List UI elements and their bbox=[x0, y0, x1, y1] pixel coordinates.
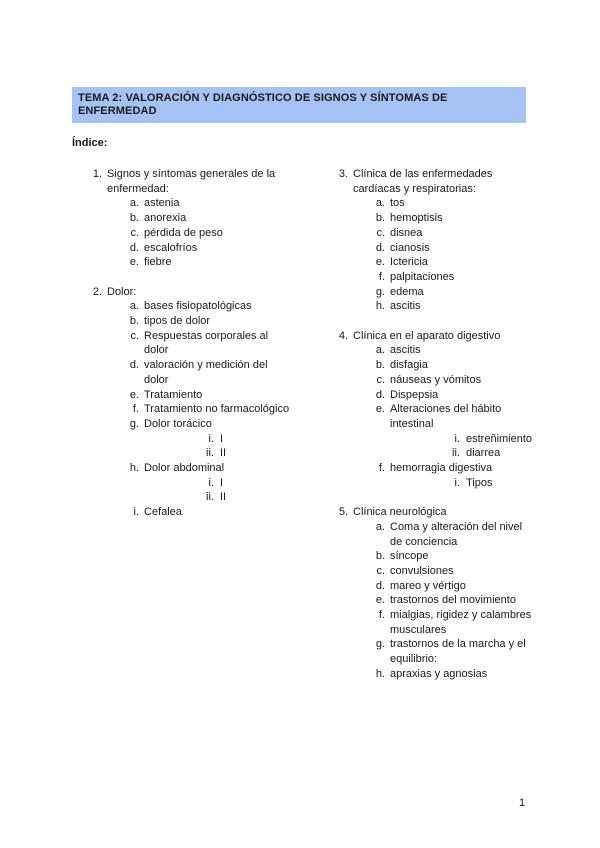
item-marker: g. bbox=[375, 285, 385, 298]
toc-item bbox=[353, 358, 536, 373]
index-heading: Índice: bbox=[72, 137, 108, 149]
item-marker: a. bbox=[129, 300, 139, 313]
toc-item bbox=[107, 255, 290, 270]
item-label: Cefalea bbox=[144, 506, 182, 519]
item-marker: h. bbox=[129, 462, 139, 475]
item-label: tipos de dolor bbox=[144, 315, 211, 328]
section-marker: 5. bbox=[338, 506, 348, 519]
section-marker: 3. bbox=[338, 168, 348, 180]
subitem-label: II bbox=[220, 491, 227, 504]
toc-subitem bbox=[144, 446, 290, 461]
item-label: hemoptisis bbox=[390, 212, 443, 225]
toc-subitems bbox=[353, 196, 536, 314]
section-label: Clínica neurológica bbox=[353, 506, 447, 519]
toc-item bbox=[353, 196, 536, 211]
item-marker: c. bbox=[376, 226, 385, 239]
item-label: síncope bbox=[390, 550, 429, 563]
toc-section bbox=[336, 329, 536, 491]
toc-item bbox=[353, 637, 536, 666]
item-marker: b. bbox=[129, 315, 139, 328]
toc-item bbox=[353, 593, 536, 608]
toc-item bbox=[107, 211, 290, 226]
item-label: disfagia bbox=[390, 359, 428, 372]
item-marker: g. bbox=[129, 417, 139, 430]
item-label: escalofríos bbox=[144, 241, 198, 254]
item-label: palpitaciones bbox=[390, 270, 455, 283]
item-label: Ictericia bbox=[390, 256, 428, 269]
toc-item bbox=[107, 505, 290, 520]
item-marker: b. bbox=[375, 212, 385, 225]
toc-item bbox=[353, 461, 536, 490]
item-marker: c. bbox=[376, 564, 385, 577]
item-label: Dolor abdominal bbox=[144, 462, 225, 475]
toc-item bbox=[353, 564, 536, 579]
item-label: Tratamiento no farmacológico bbox=[144, 403, 290, 416]
toc-item bbox=[353, 241, 536, 256]
item-label: Tratamiento bbox=[144, 388, 203, 401]
item-marker: f. bbox=[378, 609, 385, 622]
item-marker: d. bbox=[129, 241, 139, 254]
item-label: ascitis bbox=[390, 300, 421, 313]
item-marker: e. bbox=[129, 388, 139, 401]
toc-item bbox=[353, 255, 536, 270]
item-marker: a. bbox=[129, 197, 139, 210]
item-marker: a. bbox=[375, 344, 385, 357]
subitem-marker: ii. bbox=[452, 447, 460, 460]
item-label: ascitis bbox=[390, 344, 421, 357]
toc-item bbox=[107, 358, 290, 387]
toc-item bbox=[107, 241, 290, 256]
toc-item bbox=[353, 373, 536, 388]
page-title: TEMA 2: VALORACIÓN Y DIAGNÓSTICO DE SIGNOS Y SÍNTOMAS DE ENFERMEDAD bbox=[78, 92, 448, 117]
subitem-label: I bbox=[220, 432, 224, 445]
section-label: Clínica de las enfermedades cardíacas y respiratorias: bbox=[353, 168, 493, 195]
toc-subitems bbox=[353, 343, 536, 490]
toc-item bbox=[107, 388, 290, 403]
item-marker: b. bbox=[375, 550, 385, 563]
item-marker: e. bbox=[375, 403, 385, 416]
toc-item bbox=[107, 461, 290, 505]
subitem-marker: ii. bbox=[206, 447, 214, 460]
section-marker: 2. bbox=[92, 285, 102, 298]
item-label: Respuestas corporales al dolor bbox=[144, 329, 269, 357]
toc-right-column bbox=[336, 167, 536, 682]
toc-subsubitems bbox=[144, 476, 290, 505]
item-label: trastornos de la marcha y el equilibrio: bbox=[390, 638, 526, 666]
item-marker: f. bbox=[378, 462, 385, 475]
toc-item bbox=[107, 196, 290, 211]
item-label: edema bbox=[390, 285, 424, 298]
item-marker: d. bbox=[375, 388, 385, 401]
subitem-label: diarrea bbox=[466, 447, 501, 460]
item-label: Coma y alteración del nivel de conciencia bbox=[390, 520, 523, 548]
toc-item bbox=[107, 226, 290, 241]
toc-item bbox=[353, 667, 536, 682]
toc-item bbox=[353, 343, 536, 358]
item-marker: c. bbox=[376, 373, 385, 386]
page-number: 1 bbox=[519, 797, 526, 809]
item-marker: d. bbox=[375, 579, 385, 592]
item-label: Dispepsia bbox=[390, 388, 439, 401]
subitem-marker: ii. bbox=[206, 491, 214, 504]
item-marker: b. bbox=[129, 212, 139, 225]
toc-subitem bbox=[390, 432, 536, 447]
item-label: disnea bbox=[390, 226, 423, 239]
item-label: astenia bbox=[144, 197, 180, 210]
toc-item bbox=[353, 270, 536, 285]
item-marker: c. bbox=[130, 329, 139, 342]
item-marker: f. bbox=[132, 403, 139, 416]
item-label: pérdida de peso bbox=[144, 226, 223, 239]
item-label: valoración y medición del dolor bbox=[144, 359, 268, 386]
section-label: Dolor: bbox=[107, 285, 137, 298]
toc-section bbox=[336, 167, 536, 314]
subitem-label: I bbox=[220, 476, 224, 489]
toc-item bbox=[353, 402, 536, 461]
item-marker: a. bbox=[375, 197, 385, 210]
item-label: bases fisiopatológicas bbox=[144, 300, 252, 313]
item-label: hemorragia digestiva bbox=[390, 462, 493, 475]
item-marker: i. bbox=[133, 506, 139, 519]
subitem-marker: i. bbox=[208, 432, 214, 445]
item-label: cianosis bbox=[390, 241, 430, 254]
toc-section bbox=[90, 285, 290, 520]
item-marker: d. bbox=[129, 359, 139, 372]
toc-subitem bbox=[390, 446, 536, 461]
toc-subsubitems bbox=[390, 476, 536, 491]
item-label: Dolor torácico bbox=[144, 417, 212, 430]
toc-item bbox=[353, 579, 536, 594]
toc-item bbox=[107, 402, 290, 417]
toc-left-column bbox=[90, 167, 290, 520]
toc-item bbox=[353, 285, 536, 300]
toc-item bbox=[353, 388, 536, 403]
toc-item bbox=[353, 299, 536, 314]
item-marker: h. bbox=[375, 667, 385, 680]
item-marker: b. bbox=[375, 359, 385, 372]
toc-subitem bbox=[144, 490, 290, 505]
item-marker: a. bbox=[375, 520, 385, 533]
item-marker: g. bbox=[375, 638, 385, 651]
item-label: tos bbox=[390, 197, 405, 210]
section-marker: 4. bbox=[338, 329, 348, 342]
item-marker: e. bbox=[375, 594, 385, 607]
toc-item bbox=[107, 417, 290, 461]
section-label: Clínica en el aparato digestivo bbox=[353, 329, 501, 342]
toc-item bbox=[353, 520, 536, 549]
toc-subitem bbox=[390, 476, 536, 491]
toc-subsubitems bbox=[144, 432, 290, 461]
toc-section bbox=[336, 505, 536, 681]
item-label: fiebre bbox=[144, 256, 172, 269]
toc-subitems bbox=[353, 520, 536, 682]
item-label: mareo y vértigo bbox=[390, 579, 466, 592]
section-marker: 1. bbox=[92, 168, 102, 180]
title-banner bbox=[72, 87, 526, 123]
toc-subitems bbox=[107, 196, 290, 270]
toc-item bbox=[353, 549, 536, 564]
toc-item bbox=[353, 211, 536, 226]
item-label: mialgias, rigidez y calambres musculares bbox=[390, 609, 532, 636]
subitem-label: estreñimiento bbox=[466, 432, 533, 445]
item-marker: d. bbox=[375, 241, 385, 254]
item-label: anorexia bbox=[144, 212, 187, 225]
item-label: náuseas y vómitos bbox=[390, 373, 482, 386]
section-label: Signos y síntomas generales de la enfermedad: bbox=[107, 168, 276, 195]
toc-item bbox=[107, 314, 290, 329]
item-label: apraxias y agnosias bbox=[390, 667, 488, 680]
toc-subitems bbox=[107, 299, 290, 520]
toc-subitem bbox=[144, 476, 290, 491]
item-marker: e. bbox=[375, 256, 385, 269]
item-label: Alteraciones del hábito intestinal bbox=[390, 403, 502, 430]
toc-section bbox=[90, 167, 290, 270]
item-marker: e. bbox=[129, 256, 139, 269]
toc-subitem bbox=[144, 432, 290, 447]
toc-item bbox=[107, 299, 290, 314]
subitem-marker: i. bbox=[454, 476, 460, 489]
toc-item bbox=[353, 608, 536, 637]
toc-subsubitems bbox=[390, 432, 536, 461]
subitem-label: Tipos bbox=[466, 476, 493, 489]
subitem-marker: i. bbox=[454, 432, 460, 445]
item-label: trastornos del movimiento bbox=[390, 594, 516, 607]
toc-item bbox=[353, 226, 536, 241]
subitem-label: II bbox=[220, 447, 227, 460]
item-label: convulsiones bbox=[390, 564, 454, 577]
subitem-marker: i. bbox=[208, 476, 214, 489]
item-marker: c. bbox=[130, 226, 139, 239]
item-marker: f. bbox=[378, 270, 385, 283]
toc-item bbox=[107, 329, 290, 358]
item-marker: h. bbox=[375, 300, 385, 313]
